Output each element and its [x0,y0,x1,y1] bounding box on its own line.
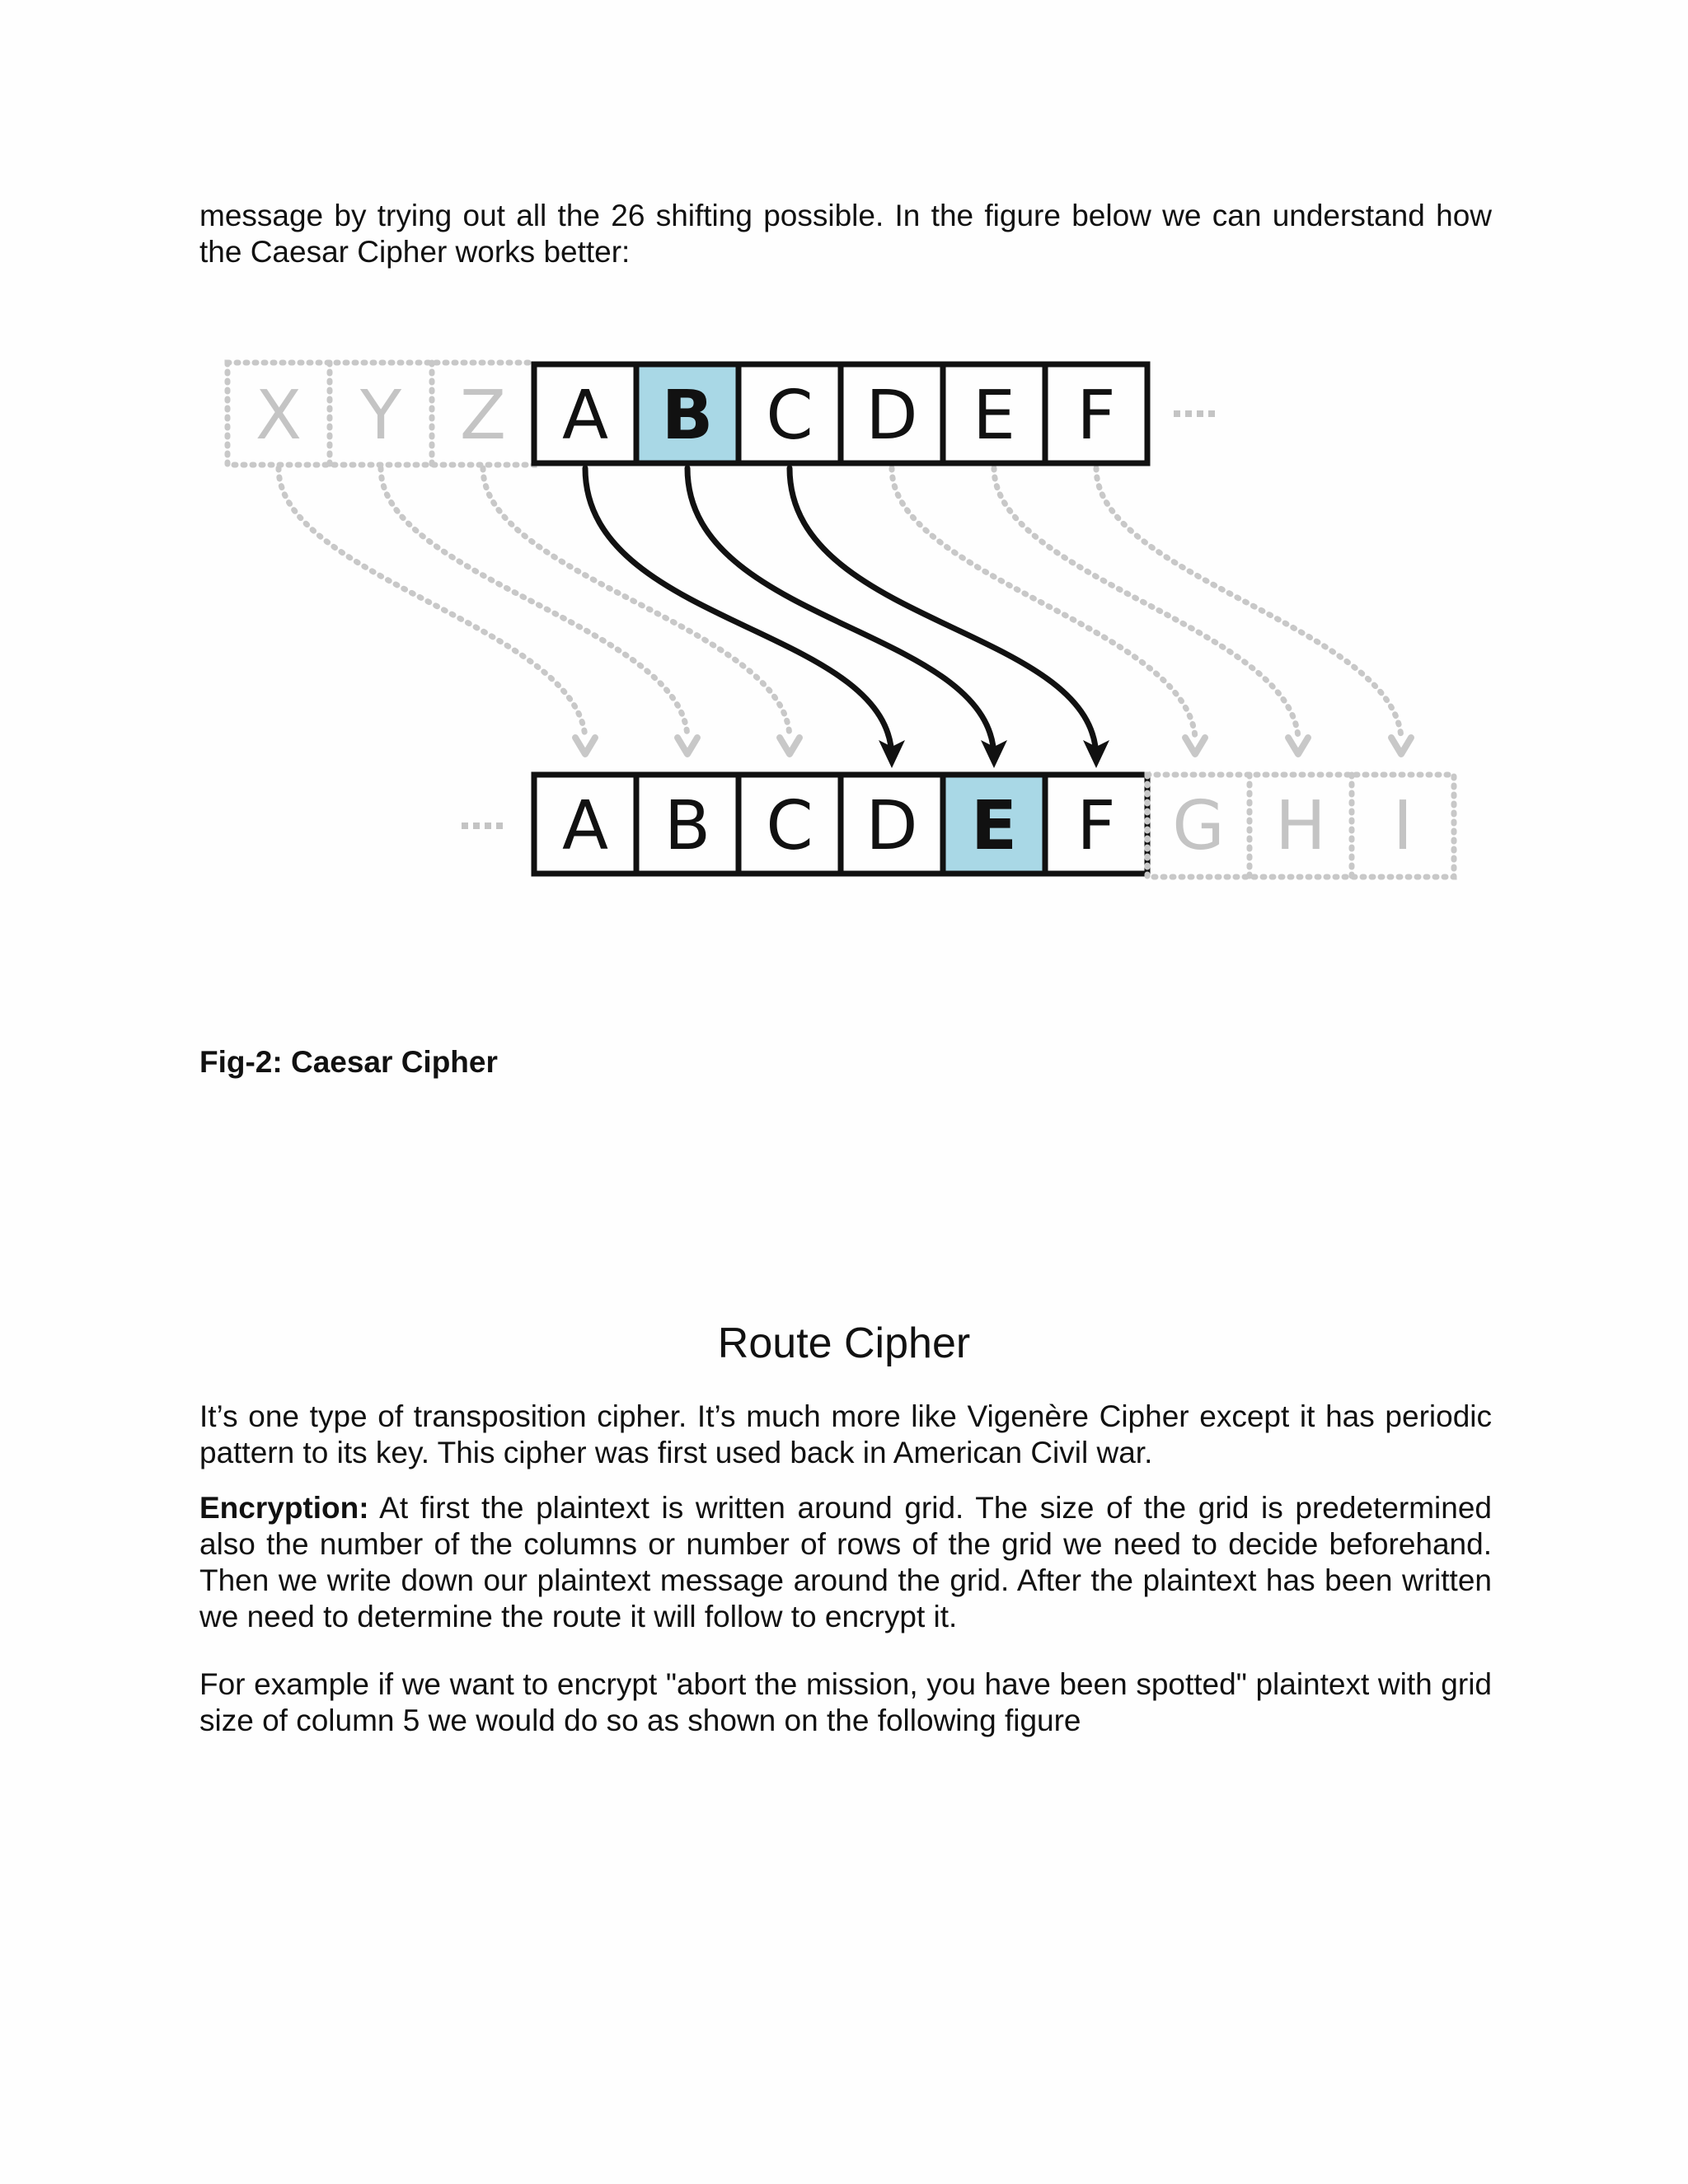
shift-arrow-a-to-d [585,468,892,758]
top-ellipsis [1174,410,1215,417]
bottom-faded-letter-2: I [1392,787,1414,865]
shift-arrow-b-to-e [687,468,994,758]
bottom-letter-3: D [865,787,918,865]
route-paragraph: It’s one type of transposition cipher. It’s much more like Vigenère Cipher except it has periodic pattern to its key. This cipher was first used back in American Civil war. [199,1399,1492,1469]
bottom-letter-1: B [663,787,711,865]
encryption-text: At first the plaintext is written around grid. The size of the grid is predetermined also the number of the columns or number of rows of the grid we need to decide beforehand. Then we write down our plaintext message around the grid. After the plaintext has been written we need to determine the route it will follow to encrypt it. [199,1491,1492,1633]
encryption-paragraph [199,1490,1492,1635]
top-letter-0: A [561,377,609,455]
bottom-letter-5: F [1076,787,1116,865]
top-faded-letter-2: Z [459,377,507,455]
caesar-cipher-figure [0,0,1688,989]
bottom-letter-4: E [970,787,1018,865]
top-letter-2: C [766,377,814,455]
top-faded-letter-1: Y [359,377,402,455]
top-faded-letter-0: X [255,377,302,455]
section-title: Route Cipher [717,1319,971,1367]
bottom-faded-letter-0: G [1172,787,1225,865]
shift-arrow-c-to-f [790,468,1096,758]
top-letter-4: E [973,377,1015,455]
top-letter-1: B [661,377,714,455]
intro-paragraph: message by trying out all the 26 shifting possible. In the figure below we can understand how the Caesar Cipher works better: [199,199,1492,269]
top-letter-3: D [865,377,918,455]
faded-arrow-d [892,468,1195,738]
figure-caption: Fig-2: Caesar Cipher [199,1045,498,1079]
bottom-letter-2: C [766,787,814,865]
bottom-ellipsis [462,823,503,829]
bottom-letter-0: A [561,787,609,865]
example-paragraph: For example if we want to encrypt "abort the mission, you have been spotted" plaintext with grid size of column 5 we would do so as shown on the following figure [199,1667,1492,1737]
bottom-faded-letter-1: H [1275,787,1326,865]
encryption-label: Encryption: [199,1491,369,1525]
top-letter-5: F [1076,377,1116,455]
